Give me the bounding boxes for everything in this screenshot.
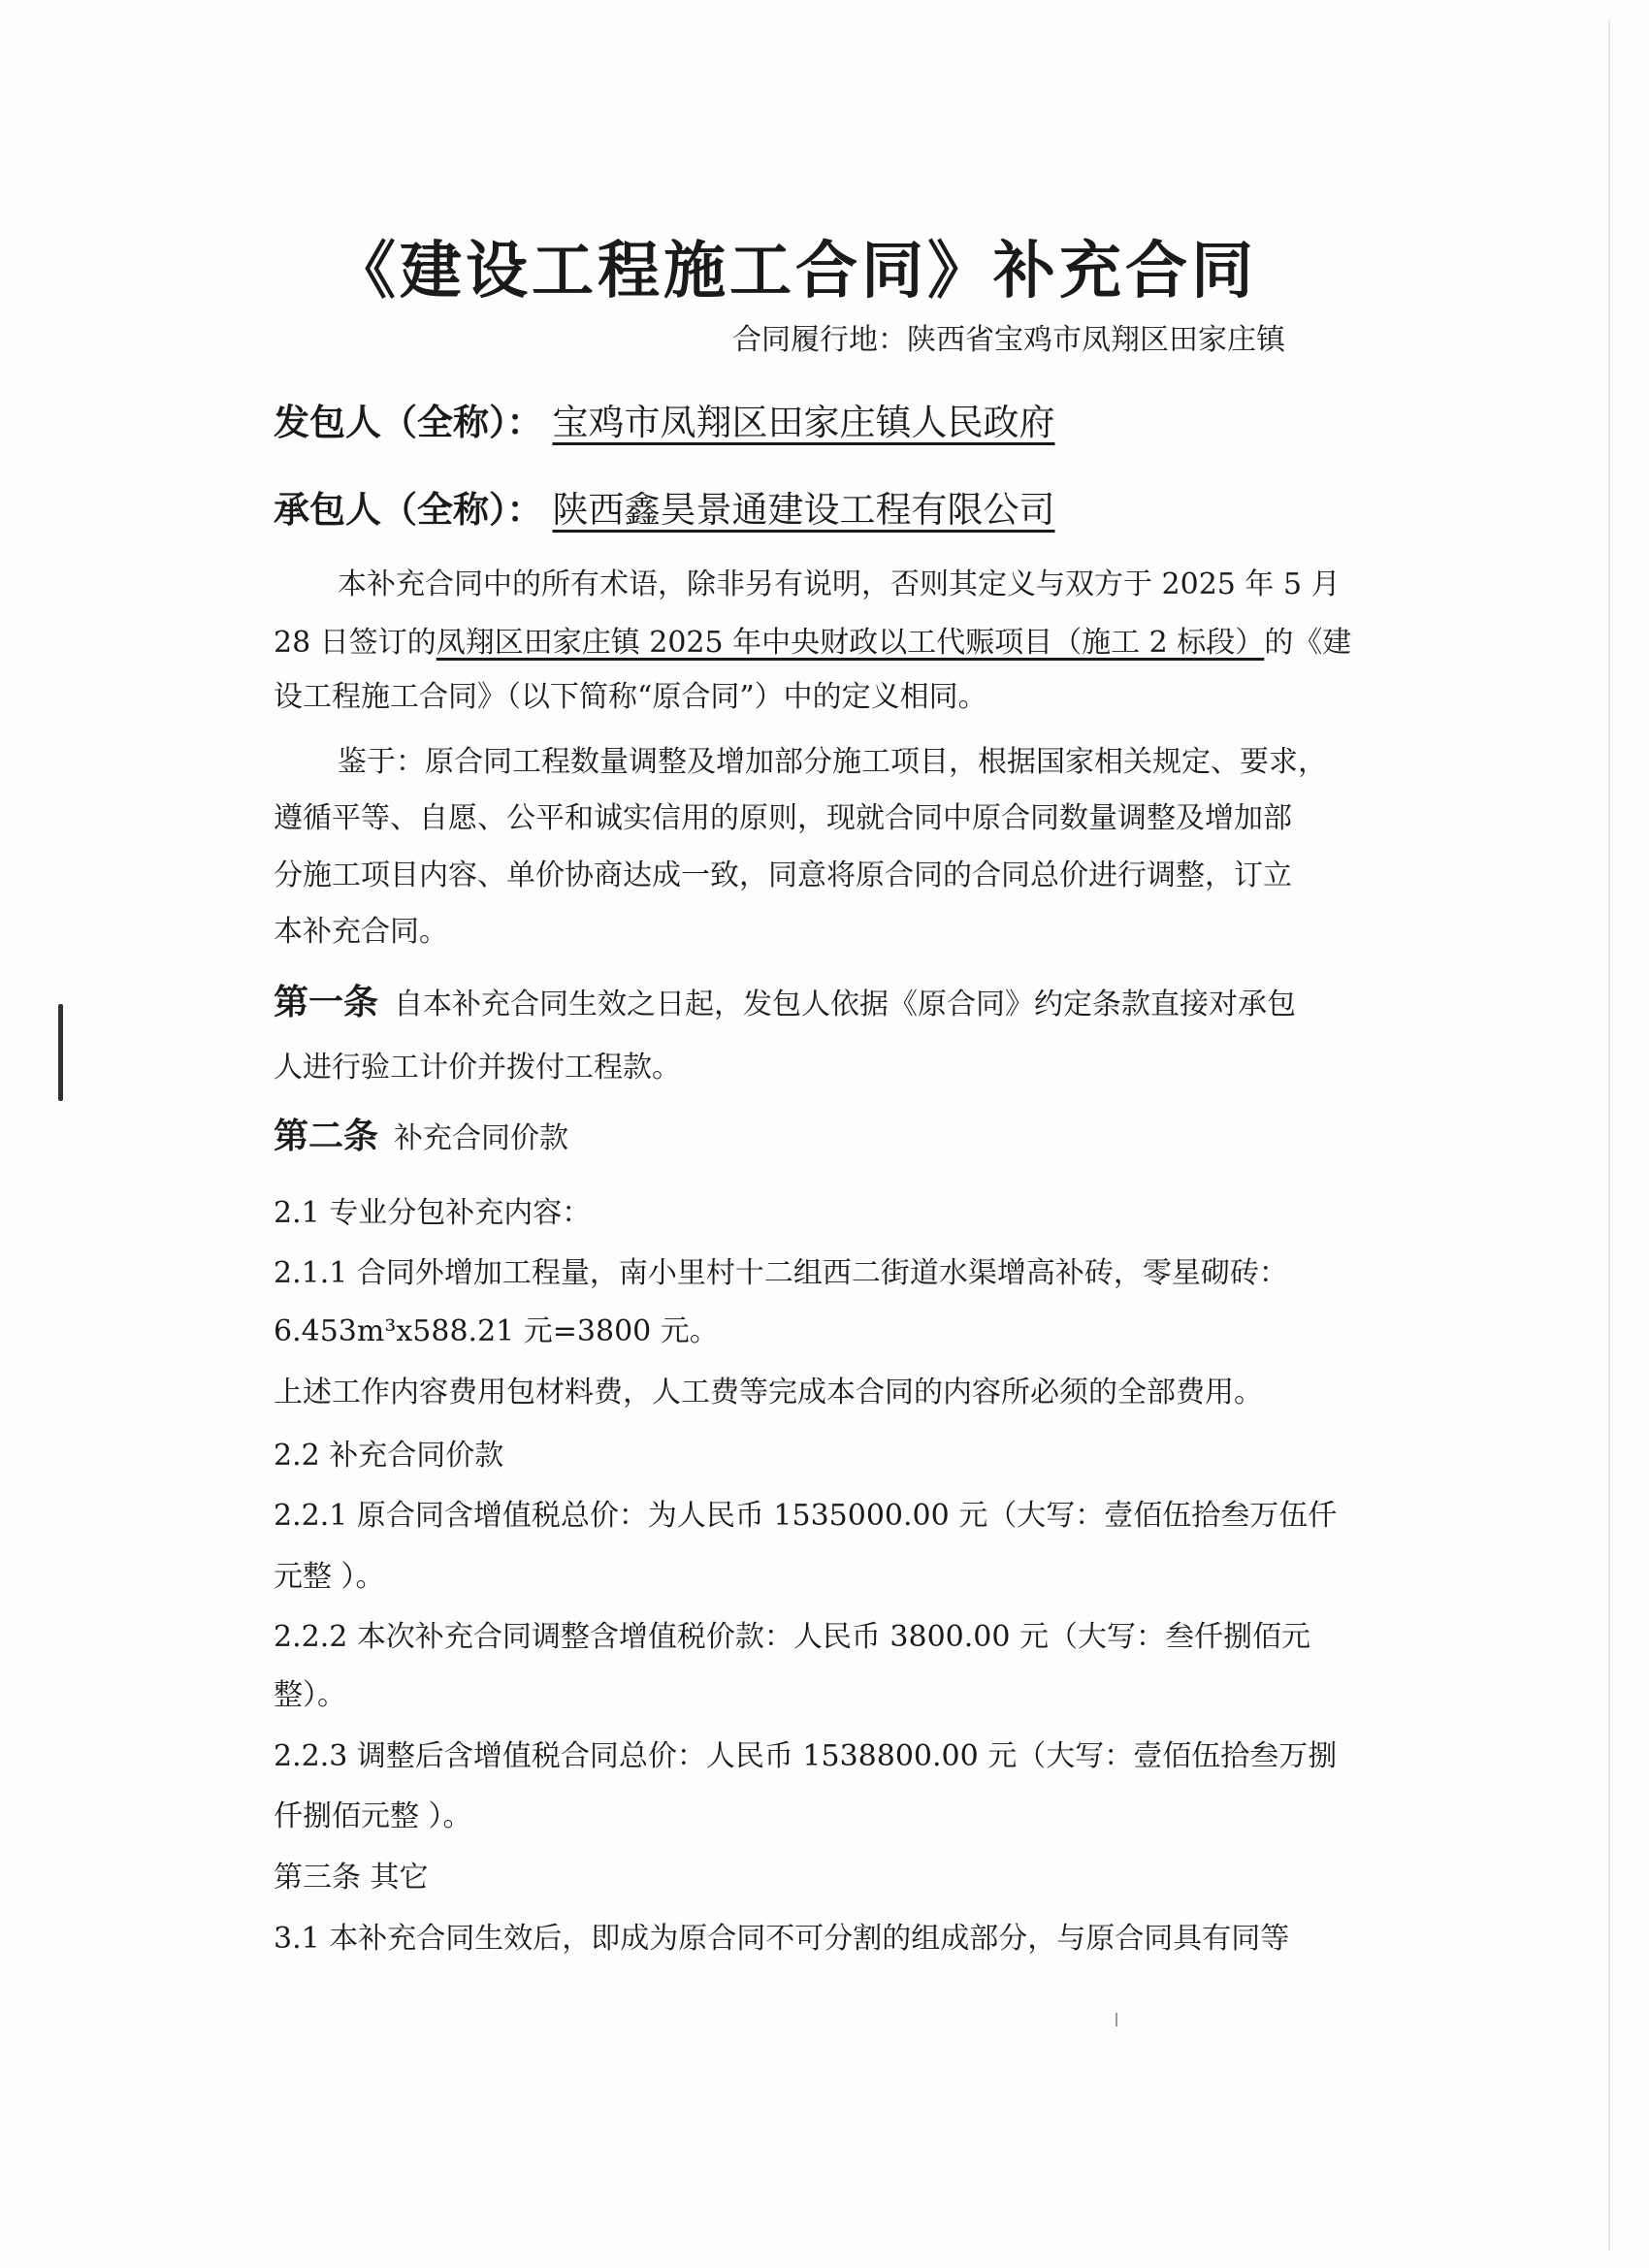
contractor-label: 承包人（全称）： bbox=[274, 488, 543, 531]
intro-line-3: 设工程施工合同》（以下简称“原合同”）中的定义相同。 bbox=[274, 680, 987, 714]
article2-title: 补充合同价款 bbox=[394, 1121, 569, 1155]
section-2-2: 2.2 补充合同价款 bbox=[274, 1439, 504, 1473]
section-2-1-1-line-1: 2.1.1 合同外增加工程量，南小里村十二组西二街道水渠增高补砖，零星砌砖： bbox=[274, 1256, 1288, 1290]
article1-heading: 第一条 bbox=[274, 982, 379, 1022]
document-title: 《建设工程施工合同》补充合同 bbox=[334, 235, 1257, 308]
intro-line-2c: 的《建 bbox=[1264, 626, 1352, 660]
section-3-1: 3.1 本补充合同生效后，即成为原合同不可分割的组成部分，与原合同具有同等 bbox=[274, 1922, 1290, 1956]
section-2-2-3-line-1: 2.2.3 调整后含增值税合同总价：人民币 1538800.00 元（大写：壹佰伍拾叁万捌 bbox=[274, 1739, 1338, 1773]
section-2-1: 2.1 专业分包补充内容： bbox=[274, 1196, 592, 1230]
article3-heading: 第三条 其它 bbox=[274, 1861, 429, 1895]
binding-mark bbox=[58, 1004, 63, 1101]
section-2-2-3-line-2: 仟捌佰元整 ）。 bbox=[274, 1799, 472, 1833]
employer-label: 发包人（全称）： bbox=[274, 401, 543, 443]
cost-note: 上述工作内容费用包材料费，人工费等完成本合同的内容所必须的全部费用。 bbox=[274, 1376, 1263, 1409]
article1-line-1 bbox=[274, 975, 1350, 1024]
whereas-line-2: 遵循平等、自愿、公平和诚实信用的原则，现就合同中原合同数量调整及增加部 bbox=[274, 801, 1292, 835]
contractor-name: 陕西鑫昊景通建设工程有限公司 bbox=[552, 489, 1055, 531]
whereas-line-3: 分施工项目内容、单价协商达成一致，同意将原合同的合同总价进行调整，订立 bbox=[274, 859, 1292, 892]
intro-line-2a: 28 日签订的 bbox=[274, 626, 436, 660]
section-2-1-1-line-2: 6.453m³x588.21 元=3800 元。 bbox=[274, 1314, 719, 1348]
whereas-line-1: 鉴于：原合同工程数量调整及增加部分施工项目，根据国家相关规定、要求， bbox=[338, 745, 1327, 779]
section-2-2-2-line-1: 2.2.2 本次补充合同调整含增值税价款：人民币 3800.00 元（大写：叁仟捌佰元 bbox=[274, 1620, 1310, 1654]
intro-line-2 bbox=[274, 618, 1350, 661]
article1-line-2: 人进行验工计价并拨付工程款。 bbox=[274, 1051, 681, 1085]
scan-speck bbox=[1116, 2013, 1117, 2026]
performance-place: 合同履行地：陕西省宝鸡市凤翔区田家庄镇 bbox=[732, 323, 1285, 357]
article2-header bbox=[274, 1109, 1350, 1158]
scan-edge bbox=[1608, 19, 1610, 2251]
article1-text-1: 自本补充合同生效之日起，发包人依据《原合同》约定条款直接对承包 bbox=[394, 988, 1297, 1021]
employer-row bbox=[274, 393, 1065, 445]
section-2-2-1-line-2: 元整 ）。 bbox=[274, 1560, 385, 1594]
employer-name: 宝鸡市凤翔区田家庄镇人民政府 bbox=[552, 402, 1055, 443]
contractor-row bbox=[274, 480, 1065, 533]
section-2-2-1-line-1: 2.2.1 原合同含增值税总价：为人民币 1535000.00 元（大写：壹佰伍拾叁万伍仟 bbox=[274, 1499, 1338, 1533]
intro-line-1: 本补充合同中的所有术语，除非另有说明，否则其定义与双方于 2025 年 5 月 bbox=[338, 567, 1341, 601]
article2-heading: 第二条 bbox=[274, 1116, 379, 1156]
whereas-line-4: 本补充合同。 bbox=[274, 915, 448, 949]
section-2-2-2-line-2: 整）。 bbox=[274, 1678, 346, 1712]
project-name: 凤翔区田家庄镇 2025 年中央财政以工代赈项目（施工 2 标段） bbox=[436, 626, 1265, 660]
